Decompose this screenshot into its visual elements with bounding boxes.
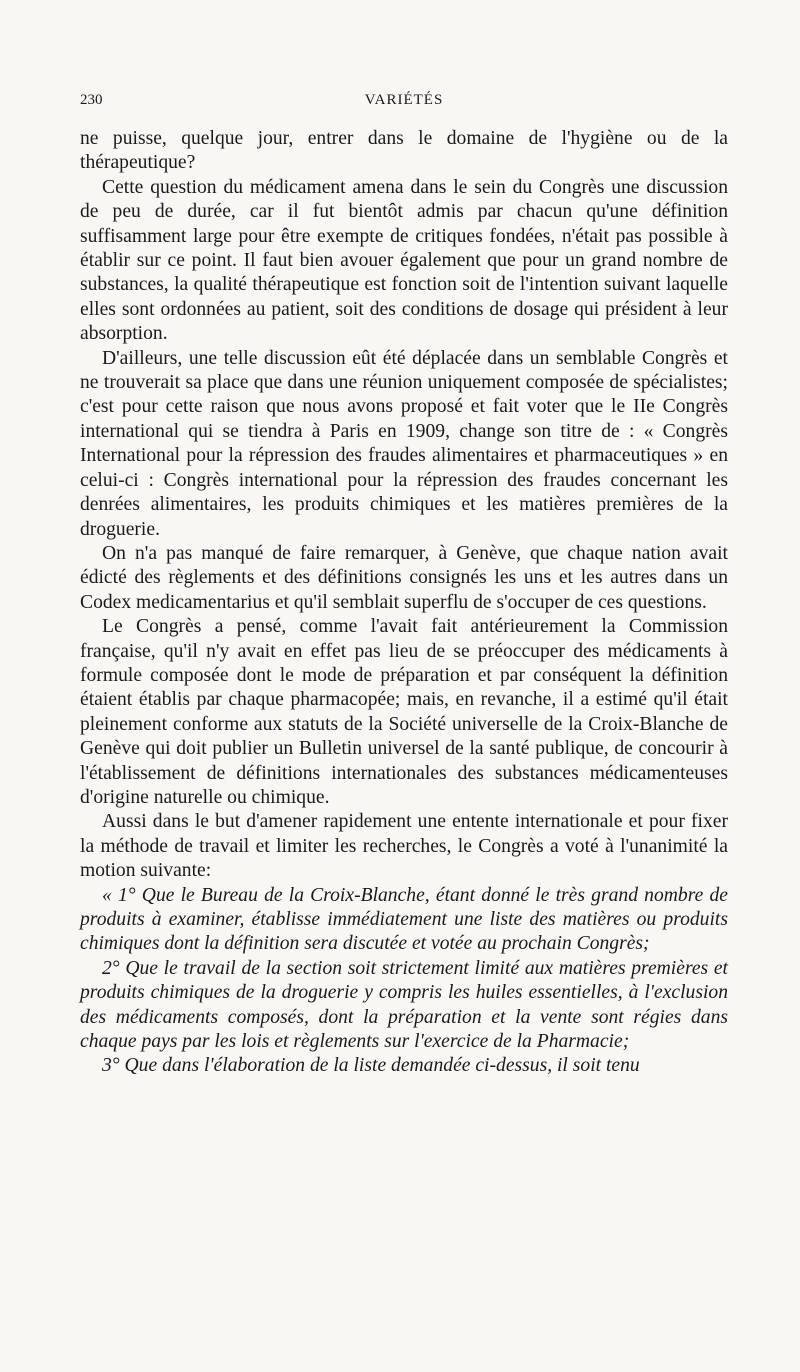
paragraph: ne puisse, quelque jour, entrer dans le domaine de l'hygiène ou de la thérapeutique?: [80, 128, 728, 174]
page-header: [80, 92, 728, 114]
paragraph: D'ailleurs, une telle discussion eût été déplacée dans un semblable Congrès et ne trouverait sa place que dans une réunion uniquement composée de spécialistes; c'est pour cette raison que nous avons proposé et fait voter que le IIe Congrès international qui se tiendra à Paris en 1909, change son titre de : « Congrès International pour la répression des fraudes alimentaires et pharmaceutiques » en celui-ci : Congrès international pour la répression des fraudes concernant les denrées alimentaires, les produits chimiques et les matières premières de la droguerie.: [80, 347, 728, 540]
motion-item: « 1° Que le Bureau de la Croix-Blanche, étant donné le très grand nombre de produits à examiner, établisse immédiatement une liste des matières ou produits chimiques dont la définition sera discutée et votée au prochain Congrès;: [80, 884, 728, 955]
paragraph: Cette question du médicament amena dans le sein du Congrès une discussion de peu de durée, car il fut bientôt admis par chacun qu'une définition suffisamment large pour être exempte de critiques fondées, n'était pas possible à établir sur ce point. Il faut bien avouer également que pour un grand nombre de substances, la qualité thérapeutique est fonction soit de l'intention suivant laquelle elles sont ordonnées au patient, soit des conditions de dosage qui président à leur absorption.: [80, 176, 728, 345]
paragraph: Aussi dans le but d'amener rapidement une entente internationale et pour fixer la méthode de travail et limiter les recherches, le Congrès a voté à l'unanimité la motion suivante:: [80, 811, 728, 882]
motion-item: 2° Que le travail de la section soit strictement limité aux matières premières et produits chimiques de la droguerie y compris les huiles essentielles, à l'exclusion des médicaments composés, dont la préparation et la vente sont régies dans chaque pays par les lois et règlements sur l'exercice de la Pharmacie;: [80, 957, 728, 1053]
paragraph: On n'a pas manqué de faire remarquer, à Genève, que chaque nation avait édicté des règlements et des définitions consignés les uns et les autres dans un Codex medicamentarius et qu'il semblait superflu de s'occuper de ces questions.: [80, 542, 728, 613]
paragraph: Le Congrès a pensé, comme l'avait fait antérieurement la Commission française, qu'il n'y avait en effet pas lieu de se préoccuper des médicaments à formule composée dont le mode de préparation et par conséquent la définition étaient établis par chaque pharmacopée; mais, en revanche, il a estimé qu'il était pleinement conforme aux statuts de la Société universelle de la Croix-Blanche de Genève qui doit publier un Bulletin universel de la santé publique, de concourir à l'établissement de définitions internationales des substances médicamenteuses d'origine naturelle ou chimique.: [80, 616, 728, 808]
running-title: VARIÉTÉS: [364, 92, 444, 108]
page-number: 230: [80, 92, 103, 108]
motion-item: 3° Que dans l'élaboration de la liste demandée ci-dessus, il soit tenu: [102, 1055, 640, 1077]
page-body: [80, 127, 728, 1079]
